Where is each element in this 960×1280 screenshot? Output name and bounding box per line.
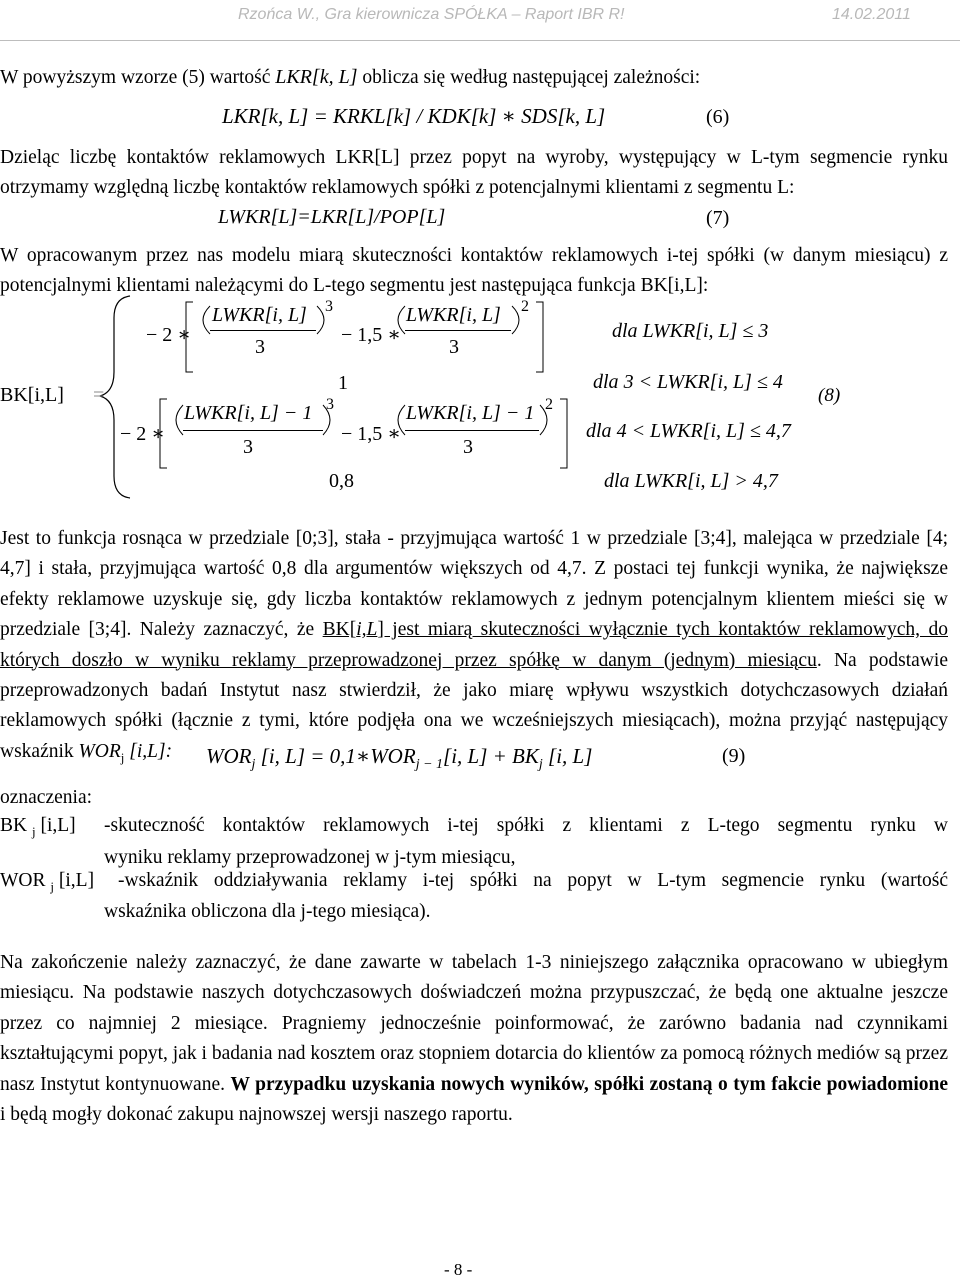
row3-dla: dla <box>586 420 612 442</box>
row3-condition <box>586 420 791 443</box>
note2-args: [i,L] <box>58 870 95 891</box>
paragraph-2: Dzieląc liczbę kontaktów reklamowych LKR[L] przez popyt na wyroby, występujący w L-tym segmencie rynku otrzymamy względną liczbę kontaktów reklamowych spółki z potencjalnymi klientami z segmentu L: <box>0 147 948 198</box>
paragraph-4-underlined: ] jest miarą skuteczności wyłącznie tych kontaktów reklamowych, do których doszło w wyniku reklamy przeprowadzonej przez spółkę w danym (jednym) miesiącu <box>0 619 948 671</box>
paragraph-1-text: W powyższym wzorze (5) wartość <box>0 67 271 88</box>
row4-dla: dla <box>604 470 630 492</box>
note1-subscript: j <box>31 823 36 839</box>
row3-fraction-line-2 <box>405 430 539 431</box>
paragraph-1-end: oblicza się według następującej zależności: <box>362 67 701 88</box>
equation-8-equals: = <box>93 384 105 406</box>
note1-args: [i,L] <box>40 815 76 836</box>
note2-subscript: j <box>50 878 54 894</box>
row2-dla: dla <box>593 371 619 393</box>
equation-6-number: (6) <box>706 106 730 128</box>
row1-exponent-2: 2 <box>521 298 529 315</box>
header-date: 14.02.2011 <box>832 6 911 23</box>
equation-7: LWKR[L]=LKR[L]/POP[L] <box>218 206 446 228</box>
page-number: - 8 - <box>444 1260 473 1279</box>
row1-denominator: 3 <box>255 336 265 358</box>
notation-2-line-2: wskaźnika obliczona dla j-tego miesiąca). <box>104 901 431 922</box>
equation-8-lhs: BK[i,L] <box>0 384 64 406</box>
row1-fraction-line-2 <box>405 330 511 331</box>
paragraph-5-text: Na zakończenie należy zaznaczyć, że dane zawarte w tabelach 1-3 niniejszego załącznika opracowano w ubiegłym miesiącu. Na podstawie naszych dotychczasowych doświadczeń można przypuszczać, że będą one aktualne jeszcze przez co najmniej 2 miesiące. Pragniemy jednocześnie poinformować, że zarówno badania nad czynnikami kształtującymi popyt, jak i badania nad kosztem oraz stopniem dotarcia do klientów za pomocą różnych mediów są przez nasz Instytut kontynuowane. <box>0 952 948 1095</box>
eq9-wor: WOR <box>206 744 252 768</box>
paragraph-4 <box>0 524 948 773</box>
row1-condition <box>612 320 768 343</box>
paragraph-5 <box>0 948 948 1130</box>
equation-9-number: (9) <box>722 745 746 767</box>
paragraph-5-bold: W przypadku uzyskania nowych wyników, spółki zostaną o tym fakcie powiadomione <box>230 1073 948 1095</box>
notation-2-line-1: -wskaźnik oddziaływania reklamy i-tej spółki na popyt w L-tym segmencie rynku (wartość <box>118 870 948 891</box>
row1-fraction-line <box>210 330 316 331</box>
row4-condition <box>604 470 778 493</box>
row3-denominator: 3 <box>243 436 253 458</box>
paragraph-4-bk-open: BK[ <box>322 619 357 641</box>
header-title: Rzońca W., Gra kierownicza SPÓŁKA – Raport IBR R! <box>238 6 625 23</box>
row2-value: 1 <box>338 372 348 394</box>
row1-inequality: LWKR[i, L] ≤ 3 <box>642 320 769 342</box>
eq9-end: [i, L] <box>548 744 593 768</box>
paragraph-3: W opracowanym przez nas modelu miarą skuteczności kontaktów reklamowych i-tej spółki (w danym miesiącu) z potencjalnymi klientami należącymi do L-tego segmentu jest następująca funkcja BK[i,L]: <box>0 245 948 296</box>
row3-denominator-2: 3 <box>463 436 473 458</box>
row1-numerator: LWKR[i, L] <box>212 304 307 326</box>
note2-symbol: WOR <box>0 870 46 891</box>
row4-value: 0,8 <box>329 470 354 492</box>
eq9-bk-subscript: j <box>538 757 543 773</box>
row3-coefficient: − 2 ∗ <box>120 423 165 445</box>
row3-exponent-2: 2 <box>545 396 553 413</box>
notation-1-symbol <box>0 815 76 840</box>
paragraph-4-bk-args: i,L <box>356 619 378 641</box>
paragraph-5-end: i będą mogły dokonać zakupu najnowszej wersji naszego raportu. <box>0 1104 513 1126</box>
row1-middle-term: − 1,5 ∗ <box>341 324 401 346</box>
row2-inequality: 3 < LWKR[i, L] ≤ 4 <box>623 371 783 393</box>
notation-label: oznaczenia: <box>0 787 93 808</box>
row3-numerator-2: LWKR[i, L] − 1 <box>406 402 535 424</box>
notation-1-line-1: -skuteczność kontaktów reklamowych i-tej spółki z klientami z L-tego segmentu rynku w <box>104 815 948 836</box>
eq9-wor-subscript: j <box>251 757 256 773</box>
equation-8-number: (8) <box>818 385 841 406</box>
row3-exponent-1: 3 <box>326 396 334 413</box>
eq9-lhs: [i, L] = 0,1∗WOR <box>260 744 416 768</box>
eq9-mid: [i, L] + BK <box>443 744 539 768</box>
equation-6: LKR[k, L] = KRKL[k] / KDK[k] ∗ SDS[k, L] <box>222 104 606 128</box>
paragraph-4-wor-subscript: j <box>120 749 125 765</box>
row3-middle-term: − 1,5 ∗ <box>341 423 401 445</box>
paragraph-4-continuation: . Na podstawie przeprowadzonych badań Instytut nasz stwierdził, że jako miarę wpływu wszystkich dotychczasowych działań reklamowych spółki (łącznie z tymi, które podjęła ona we wcześniejszych miesiącach), można przyjąć następujący wskaźnik <box>0 649 948 762</box>
row3-fraction-line <box>183 430 323 431</box>
equation-7-number: (7) <box>706 207 730 229</box>
paragraph-4-wor: WOR <box>78 740 121 762</box>
equation-9 <box>206 744 592 773</box>
row2-condition <box>593 371 783 394</box>
note1-symbol: BK <box>0 815 28 836</box>
eq9-mid-subscript: j − 1 <box>415 757 444 773</box>
paragraph-4-text: Jest to funkcja rosnąca w przedziale [0;3], stała - przyjmująca wartość 1 w przedziale [3;4], malejąca w przedziale [4; 4,7] i stała, przyjmująca wartość 0,8 dla argumentów większych od 4,7. Z postaci tej funkcji wynika, że największe efekty reklamowe uzyskuje się, gdy liczba kontaktów reklamowych z jednym potencjalnym klientem mieści się w przedziale [3;4]. Należy zaznaczyć, że <box>0 528 948 641</box>
paragraph-1-variable: LKR[k, L] <box>275 66 358 88</box>
notation-1-line-2: wyniku reklamy przeprowadzonej w j-tym miesiącu, <box>104 847 516 868</box>
row1-denominator-2: 3 <box>449 336 459 358</box>
row4-inequality: LWKR[i, L] > 4,7 <box>634 470 778 492</box>
row1-coefficient: − 2 ∗ <box>146 324 191 346</box>
row3-inequality: 4 < LWKR[i, L] ≤ 4,7 <box>616 420 791 442</box>
notation-2-symbol <box>0 870 94 895</box>
paragraph-4-wor-args: [i,L]: <box>129 740 173 762</box>
row1-numerator-2: LWKR[i, L] <box>406 304 501 326</box>
row1-exponent-1: 3 <box>325 298 333 315</box>
row1-dla: dla <box>612 320 638 342</box>
row3-numerator: LWKR[i, L] − 1 <box>184 402 313 424</box>
